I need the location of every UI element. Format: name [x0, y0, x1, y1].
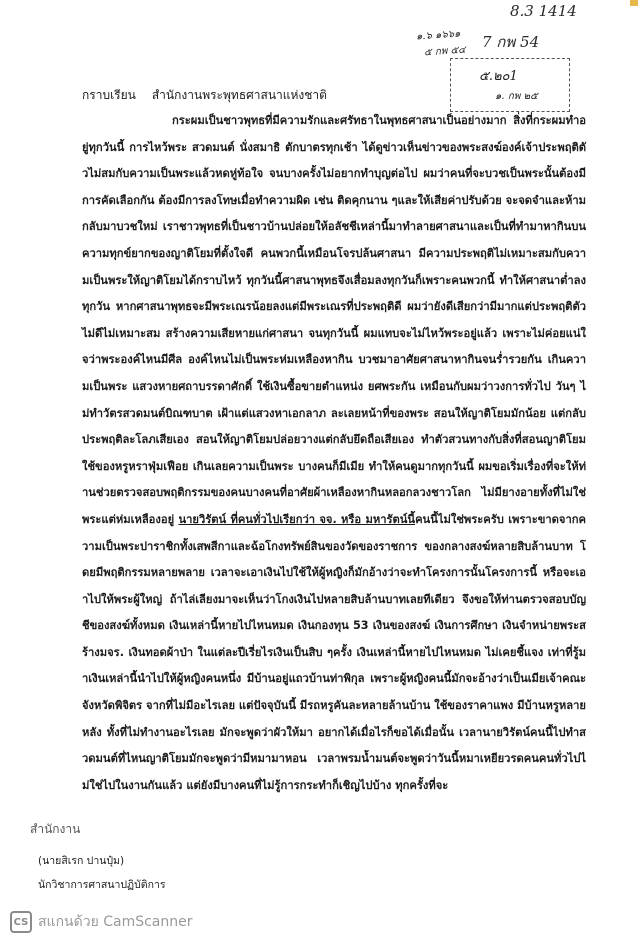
camscanner-logo-icon: CS	[10, 911, 32, 933]
footer-text: สแกนด้วย CamScanner	[38, 914, 193, 930]
highlighted-name: นายวิรัตน์ ที่คนทั่วไปเรียกว่า จจ. หรือ มหารัตน์นี้	[178, 512, 416, 526]
corner-mark	[630, 0, 638, 6]
recipient: สำนักงานพระพุทธศาสนาแห่งชาติ	[151, 88, 327, 102]
office-label: สำนักงาน	[30, 822, 81, 836]
salutation-line	[82, 86, 327, 105]
stamp-line-2: ๑. กพ ๒๕	[495, 91, 538, 102]
body-part-1: กระผมเป็นชาวพุทธที่มีความรักและศรัทธาในพุทธศาสนาเป็นอย่างมาก สิ่งที่กระผมทำอยู่ทุกวันนี้ การไหว้พระ สวดมนต์ นั่งสมาธิ ตักบาตรทุกเช้า ได้ดูข่าวเห็นข่าวของพระสงฆ์องค์เจ้าประพฤติตัวไม่สมกับความเป็นพระแล้วหดหู่ท้อใจ จนบางครั้งไม่อยากทำบุญต่อไป ผมว่าคนที่จะบวชเป็นพระนั้นต้องมีการคัดเลือกกัน ต้องมีการลงโทษเมื่อทำความผิด เช่น ติดคุกนาน ๆและให้เสียค่าปรับด้วย จะจดจำและห้ามกลับมาบวชใหม่ เราชาวพุทธที่เป็นชาวบ้านปล่อยให้อลัชชีเหล่านี้มาทำลายศาสนาและเป็นที่ทำมาหากินบนความทุกข์ยากของญาติโยมที่ตั้งใจดี คนพวกนี้เหมือนโจรปล้นศาสนา มีความประพฤติไม่เหมาะสมกับความเป็นพระให้ญาติโยมได้กราบไหว้ ทุกวันนี้ศาสนาพุทธจึงเสื่อมลงทุกวันก็เพราะคนพวกนี้ ทำให้ศาสนาต่ำลงทุกวัน หากศาสนาพุทธจะมีพระเณรน้อยลงแต่มีพระเณรที่ประพฤติดี ผมว่ายังดีเสียกว่ามีมากแต่ประพฤติตัวไม่ดีไม่เหมาะสม สร้างความเสียหายแก่ศาสนา จนทุกวันนี้ ผมแทบจะไม่ไหว้พระอยู่แล้ว เพราะไม่ค่อยแน่ใจว่าพระองค์ไหนมีศีล องค์ไหนไม่เป็นพระห่มเหลืองหากิน บวชมาอาศัยศาสนาหากินจนร่ำรวยกัน เกินความเป็นพระ แสวงหายศถาบรรดาศักดิ์ ใช้เงินซื้อขายตำแหน่ง ยศพระกัน เหมือนกับผมว่าวงการทั่วไป วันๆ ไม่ทำวัตรสวดมนต์บิณฑบาต เฝ้าแต่แสวงหาเอกลาภ ละเลยหน้าที่ของพระ สอนให้ญาติโยมมักน้อย แต่กลับประพฤติละโลภเสียเอง สอนให้ญาติโยมปล่อยวางแต่กลับยึดถือเสียเอง ทำตัวสวนทางกับสิ่งที่สอนญาติโยม ใช้ของหรูหราฟุ่มเฟือย เกินเลยความเป็นพระ บางคนก็มีเมีย ทำให้คนดูมากทุกวันนี้ ผมขอเริ่มเรื่องที่จะให้ท่านช่วยตรวจสอบพฤติกรรมของคนบางคนที่อาศัยผ้าเหลืองหากินหลอกลวงชาวโลก ไม่มียางอายทั้งที่ไม่ใช่พระแต่ห่มเหลืองอยู่	[82, 114, 586, 526]
letter-body	[82, 108, 586, 799]
body-part-2: คนนี้ไม่ใช่พระครับ เพราะขาดจากความเป็นพระปาราชิกทั้งเสพสีกาและฉ้อโกงทรัพย์สินของวัดของราชการ ของกลางสงฆ์หลายสิบล้านบาท โดยมีพฤติกรรมหลายพลาย เวลาจะเอาเงินไปใช้ให้ผู้หญิงก็มักอ้างว่าจะทำโครงการนั้นโครงการนี้ หรือจะเอาไปให้พระผู้ใหญ่ ถ้าไล่เลียงมาจะเห็นว่าโกงเงินไปหลายสิบล้านบาทเลยทีเดียว จึงขอให้ท่านตรวจสอบบัญชีของสงฆ์ทั้งหมด เงินเหล่านี้หายไปไหนหมด เงินกองทุน 53 เงินของสงฆ์ เงินการศึกษา เงินจำหน่ายพระสร้างมจร. เงินทอดผ้าป่า ในแต่ละปีเรี่ยไรเงินเป็นสิบ ๆครั้ง เงินเหล่านี้หายไปไหนหมด ไม่เคยชี้แจง เท่าที่รู้มาเงินเหล่านี้นำไปให้ผู้หญิงคนหนึ่ง มีบ้านอยู่แถวบ้านท่าพิกุล เพราะผู้หญิงคนนี้มักจะอ้างว่าเป็นเมียเจ้าคณะจังหวัดพิจิตร จากที่ไม่มีอะไรเลย แต่ปัจจุบันนี้ มีรถหรูคันละหลายล้านบ้าน ใช้ของราคาแพง มีบ้านหรูหลายหลัง ทั้งที่ไม่ทำงานอะไรเลย มักจะพูดว่าผัวให้มา อยากได้เมื่อไรก็ขอได้เมื่อนั้น เวลานายวิรัตน์คนนี้ไปทำสวดมนต์ที่ไหนญาติโยมมักจะพูดว่ามีหมามาหอน เวลาพรมน้ำมนต์จะพูดว่าวันนี้หมาเหยียวรดคนคนทั่วไปไม่ใช่ไปในงานกันแล้ว แต่ยังมีบางคนที่ไม่รู้การกระทำก็เชิญไปบ้าง ทุกครั้งที่จะ	[82, 512, 587, 792]
signer-name: (นายสิเรก ปานปุ๋ม)	[38, 855, 125, 867]
handwritten-ref-number: 8.3 1414	[510, 2, 577, 20]
signer-title: นักวิชาการศาสนาปฏิบัติการ	[38, 879, 166, 891]
handwritten-note-b: ๕ กพ ๕๔	[423, 44, 467, 59]
handwritten-date: 7 กพ 54	[482, 33, 540, 51]
receipt-stamp	[450, 58, 570, 112]
salutation: กราบเรียน	[82, 88, 136, 102]
handwritten-note-a: ๑.๖ ๑๖๖๑	[415, 28, 461, 43]
scanner-footer	[0, 906, 640, 938]
stamp-line-1: ๕.๒๐1	[479, 69, 518, 84]
